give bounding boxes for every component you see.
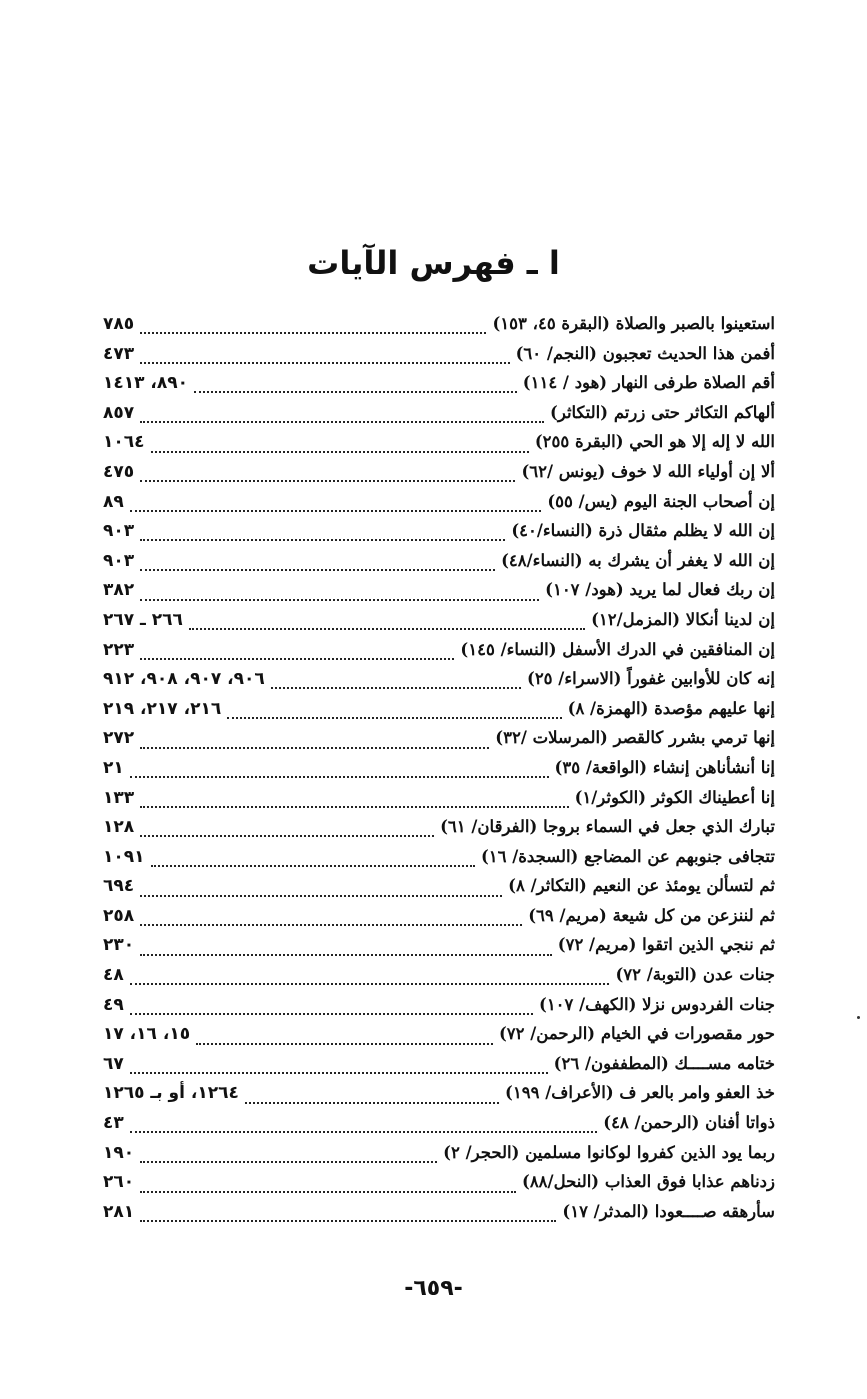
index-entry <box>103 1172 775 1202</box>
verse-reference: جنات الفردوس نزلا (الكهف/ ١٠٧) <box>539 994 775 1014</box>
index-entry <box>103 817 775 847</box>
index-entry <box>103 492 775 522</box>
dot-leader <box>130 1012 533 1015</box>
dot-leader <box>130 1130 597 1133</box>
index-entry <box>103 344 775 374</box>
index-entry <box>103 640 775 670</box>
page-references: ٩٠٣ <box>103 550 135 571</box>
page-title: ا ـ فهرس الآيات <box>307 244 560 282</box>
dot-leader <box>140 1219 556 1222</box>
dot-leader <box>140 1160 437 1163</box>
page-references: ٩٠٦، ٩٠٧، ٩٠٨، ٩١٢ <box>103 669 265 690</box>
index-entry <box>103 314 775 344</box>
page-references: ٢١ <box>103 757 124 778</box>
verse-reference: إن الله لا يظلم مثقال ذرة (النساء/٤٠) <box>511 521 775 541</box>
verse-reference: سأرهقه صــــعودا (المدثر/ ١٧) <box>562 1201 775 1221</box>
verse-reference: خذ العفو وامر بالعر ف (الأعراف/ ١٩٩) <box>505 1083 775 1103</box>
verse-reference: إن ربك فعال لما يريد (هود/ ١٠٧) <box>545 580 775 600</box>
page-references: ٢١٦، ٢١٧، ٢١٩ <box>103 698 222 719</box>
dot-leader <box>140 479 515 482</box>
verse-reference: استعينوا بالصبر والصلاة (البقرة ٤٥، ١٥٣) <box>492 314 775 333</box>
verse-reference: ثم لتسألن يومئذ عن النعيم (التكاثر/ ٨) <box>508 876 775 896</box>
page-references: ٨٥٧ <box>103 402 135 423</box>
dot-leader <box>140 331 486 334</box>
dot-leader <box>140 923 522 926</box>
page-references: ٢٢٣ <box>103 639 135 660</box>
index-entry <box>103 432 775 462</box>
dot-leader <box>189 627 585 630</box>
dot-leader <box>140 657 454 660</box>
page-references: ١٠٦٤ <box>103 432 145 453</box>
page-references: ٤٣ <box>103 1113 124 1134</box>
page-references: ٤٧٥ <box>103 461 135 482</box>
dot-leader <box>130 775 549 778</box>
dot-leader <box>151 864 475 867</box>
page-references: ٤٧٣ <box>103 343 135 364</box>
verse-reference: الله لا إله إلا هو الحي (البقرة ٢٥٥) <box>534 432 775 452</box>
verse-reference: إنها عليهم مؤصدة (الهمزة/ ٨) <box>567 698 775 718</box>
dot-leader <box>140 805 568 808</box>
dot-leader <box>140 361 509 364</box>
dot-leader <box>227 716 561 719</box>
dot-leader <box>140 420 544 423</box>
page-references: ٨٩٠، ١٤١٣ <box>103 373 189 394</box>
index-entry <box>103 1202 775 1232</box>
verse-reference: زدناهم عذابا فوق العذاب (النحل/٨٨) <box>522 1172 775 1192</box>
verse-reference: أفمن هذا الحديث تعجبون (النجم/ ٦٠) <box>515 343 775 363</box>
verse-reference: إن الله لا يغفر أن يشرك به (النساء/٤٨) <box>501 550 775 570</box>
page-references: ٤٨ <box>103 965 124 986</box>
page-references: ٣٨٢ <box>103 580 135 601</box>
verse-reference: جنات عدن (التوبة/ ٧٢) <box>615 965 775 985</box>
page-references: ١٥، ١٦، ١٧ <box>103 1024 191 1045</box>
verse-reference: إن لدينا أنكالا (المزمل/١٢) <box>591 609 775 629</box>
index-entry <box>103 728 775 758</box>
margin-mark <box>857 1016 860 1019</box>
index-entry <box>103 906 775 936</box>
page-references: ١٣٣ <box>103 787 135 808</box>
index-entry <box>103 1054 775 1084</box>
page-references: ١٠٩١ <box>103 846 145 867</box>
page-references: ٩٠٣ <box>103 521 135 542</box>
verse-index-list <box>103 314 775 1231</box>
page-references: ١٩٠ <box>103 1142 135 1163</box>
index-entry <box>103 995 775 1025</box>
dot-leader <box>151 450 529 453</box>
page-references: ١٢٨ <box>103 817 135 838</box>
verse-reference: إنا أعطيناك الكوثر (الكوثر/١) <box>574 787 775 807</box>
page-number: -٦٥٩- <box>404 1276 463 1301</box>
index-entry <box>103 935 775 965</box>
page-references: ٤٩ <box>103 994 124 1015</box>
verse-reference: إنها ترمي بشرر كالقصر (المرسلات /٣٢) <box>495 728 775 748</box>
index-entry <box>103 669 775 699</box>
dot-leader <box>245 1101 499 1104</box>
page-references: ٦٧ <box>103 1053 124 1074</box>
dot-leader <box>130 982 610 985</box>
page-references: ٦٩٤ <box>103 876 135 897</box>
dot-leader <box>140 568 495 571</box>
page-references: ٢٧٢ <box>103 728 135 749</box>
verse-reference: إن المنافقين في الدرك الأسفل (النساء/ ١٤٥) <box>460 639 775 659</box>
page-references: ٢٥٨ <box>103 905 135 926</box>
dot-leader <box>196 1042 493 1045</box>
page-references: ٢٦٠ <box>103 1172 135 1193</box>
dot-leader <box>140 746 489 749</box>
page-references: ٢٨١ <box>103 1201 135 1222</box>
verse-reference: تبارك الذي جعل في السماء بروجا (الفرقان/ ٦١) <box>440 817 775 837</box>
index-entry <box>103 521 775 551</box>
dot-leader <box>140 834 434 837</box>
verse-reference: حور مقصورات في الخيام (الرحمن/ ٧٢) <box>498 1024 775 1044</box>
page-references: ١٢٦٤، أو بـ ١٢٦٥ <box>103 1083 239 1104</box>
index-entry <box>103 965 775 995</box>
verse-reference: ثم لننزعن من كل شيعة (مريم/ ٦٩) <box>528 905 775 925</box>
verse-reference: إن أصحاب الجنة اليوم (يس/ ٥٥) <box>547 491 775 511</box>
index-entry <box>103 1083 775 1113</box>
index-entry <box>103 580 775 610</box>
verse-reference: ألهاكم التكاثر حتى زرتم (التكاثر) <box>550 402 775 422</box>
page-references: ٢٦٦ ـ ٢٦٧ <box>103 609 183 630</box>
index-entry <box>103 1024 775 1054</box>
index-entry <box>103 462 775 492</box>
verse-reference: إنا أنشأناهن إنشاء (الواقعة/ ٣٥) <box>554 757 775 777</box>
index-entry <box>103 876 775 906</box>
page-references: ٧٨٥ <box>103 314 135 334</box>
index-entry <box>103 699 775 729</box>
dot-leader <box>130 509 542 512</box>
dot-leader <box>140 1190 516 1193</box>
verse-reference: ذواتا أفنان (الرحمن/ ٤٨) <box>603 1113 775 1133</box>
page-references: ٨٩ <box>103 491 124 512</box>
verse-reference: إنه كان للأوابين غفوراً (الاسراء/ ٢٥) <box>527 669 775 689</box>
dot-leader <box>130 1071 548 1074</box>
verse-reference: ثم ننجي الذين اتقوا (مريم/ ٧٢) <box>557 935 775 955</box>
index-entry <box>103 1143 775 1173</box>
index-entry <box>103 847 775 877</box>
page-references: ٢٣٠ <box>103 935 135 956</box>
verse-reference: ربما يود الذين كفروا لوكانوا مسلمين (الحجر/ ٢) <box>443 1142 775 1162</box>
dot-leader <box>140 953 552 956</box>
index-entry <box>103 1113 775 1143</box>
dot-leader <box>140 894 502 897</box>
index-entry <box>103 551 775 581</box>
index-entry <box>103 788 775 818</box>
verse-reference: أقم الصلاة طرفى النهار (هود / ١١٤) <box>522 373 775 393</box>
dot-leader <box>271 686 521 689</box>
index-entry <box>103 373 775 403</box>
dot-leader <box>140 538 505 541</box>
dot-leader <box>194 390 517 393</box>
index-entry <box>103 610 775 640</box>
dot-leader <box>140 598 539 601</box>
verse-reference: ألا إن أولياء الله لا خوف (يونس /٦٢) <box>521 461 775 481</box>
index-entry <box>103 403 775 433</box>
verse-reference: تتجافى جنوبهم عن المضاجع (السجدة/ ١٦) <box>480 846 775 866</box>
verse-reference: ختامه مســــك (المطففون/ ٢٦) <box>553 1053 775 1073</box>
index-entry <box>103 758 775 788</box>
